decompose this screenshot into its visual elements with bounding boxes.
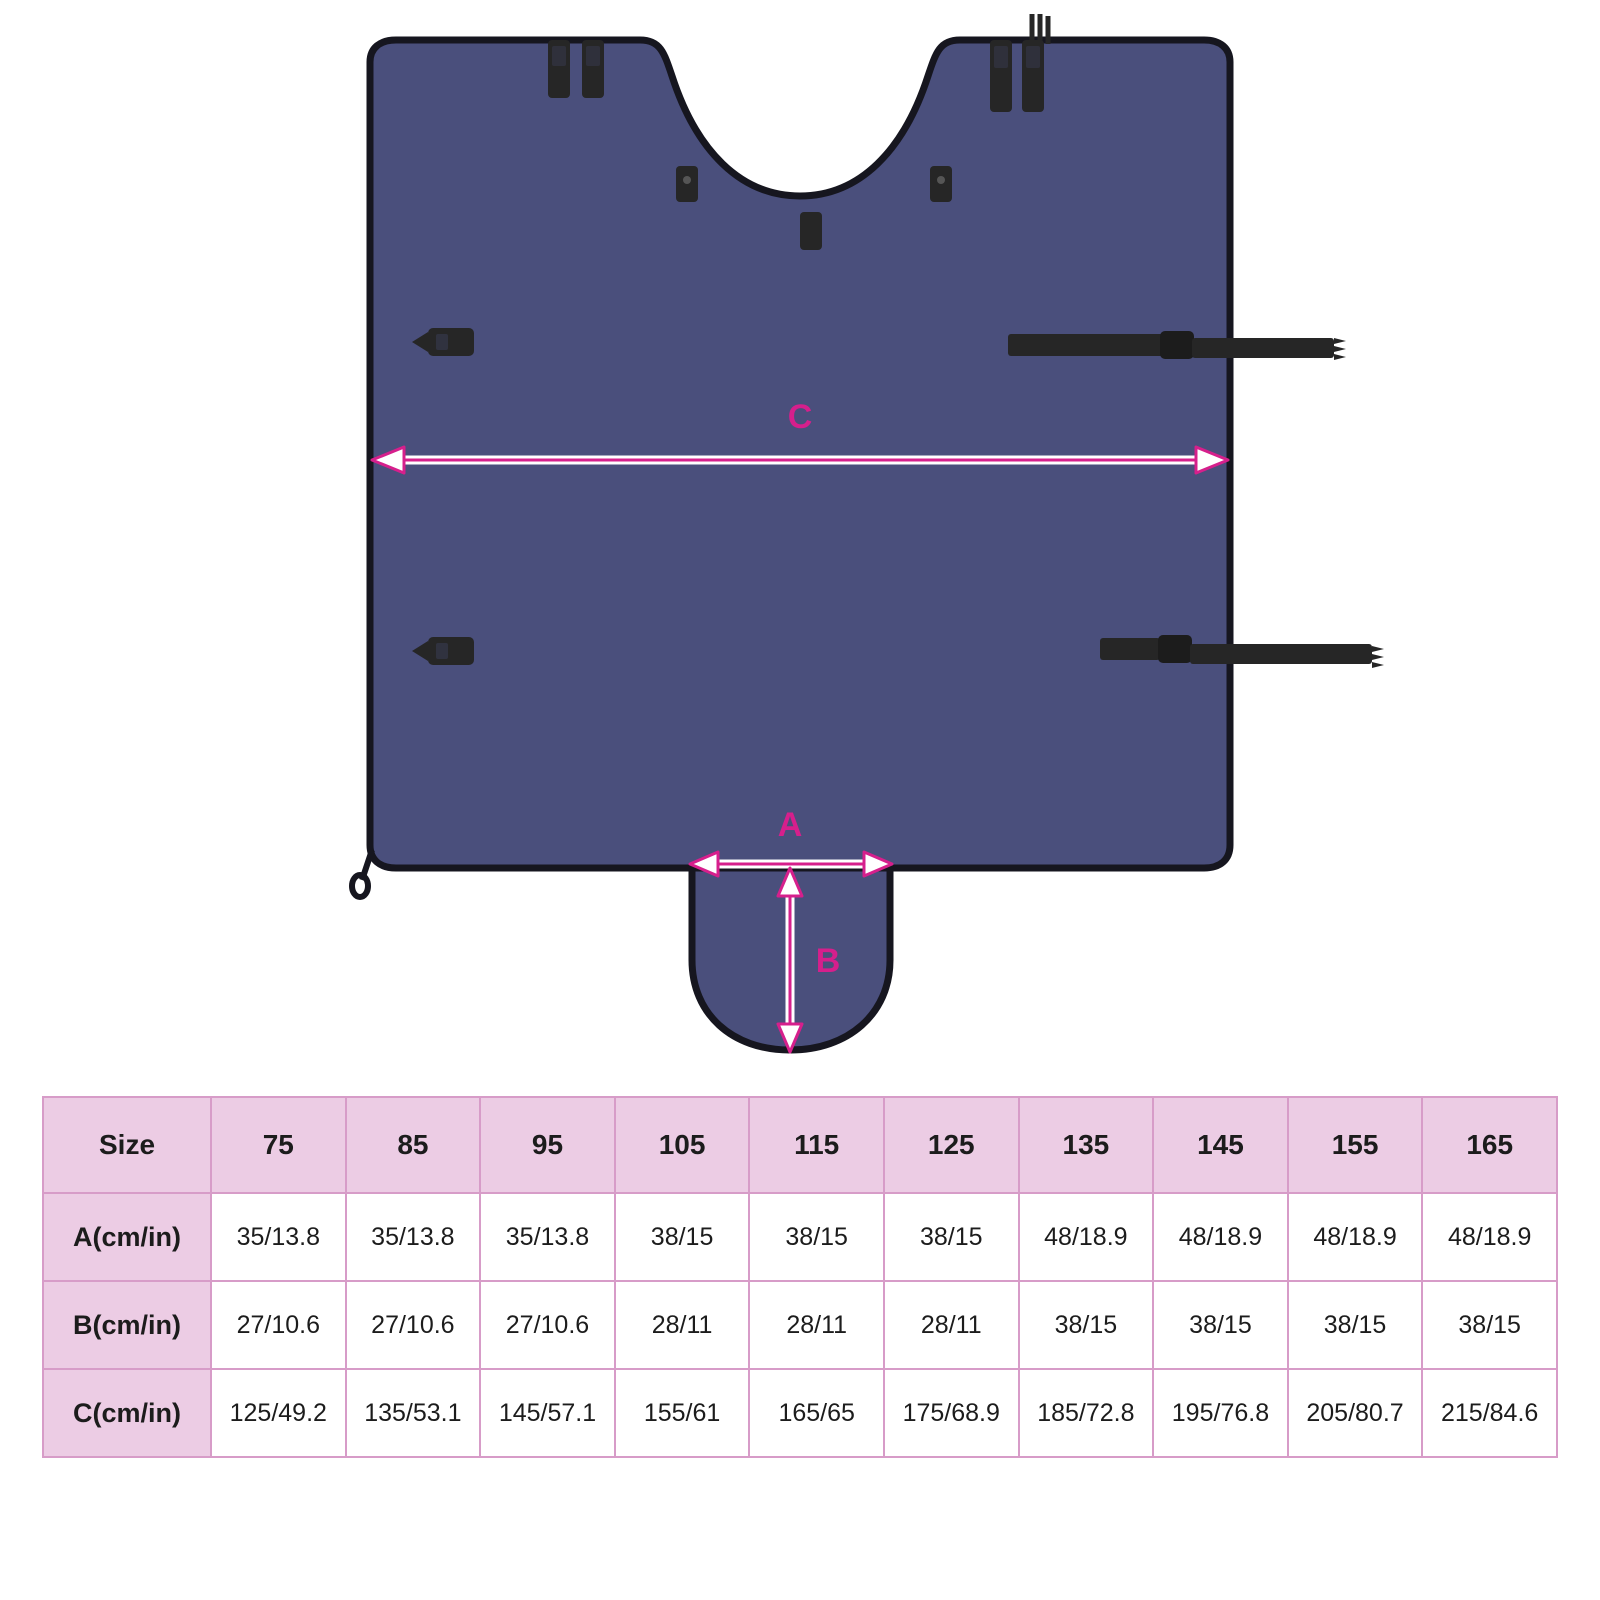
cell-b-85: 27/10.6 xyxy=(346,1281,481,1369)
cell-c-145: 195/76.8 xyxy=(1153,1369,1288,1457)
cell-b-95: 27/10.6 xyxy=(480,1281,615,1369)
cell-b-165: 38/15 xyxy=(1422,1281,1557,1369)
table-row-c xyxy=(43,1369,1557,1457)
cell-a-125: 38/15 xyxy=(884,1193,1019,1281)
cell-b-155: 38/15 xyxy=(1288,1281,1423,1369)
table-row-a xyxy=(43,1193,1557,1281)
cell-a-95: 35/13.8 xyxy=(480,1193,615,1281)
cell-b-125: 28/11 xyxy=(884,1281,1019,1369)
zipper-teeth-icon xyxy=(1032,14,1048,44)
cell-c-165: 215/84.6 xyxy=(1422,1369,1557,1457)
cell-c-115: 165/65 xyxy=(749,1369,884,1457)
header-cell-165: 165 xyxy=(1422,1097,1557,1193)
header-cell-85: 85 xyxy=(346,1097,481,1193)
cell-c-85: 135/53.1 xyxy=(346,1369,481,1457)
header-cell-105: 105 xyxy=(615,1097,750,1193)
cell-b-75: 27/10.6 xyxy=(211,1281,346,1369)
size-table-container xyxy=(42,1096,1558,1458)
table-header-row xyxy=(43,1097,1557,1193)
table-row-b xyxy=(43,1281,1557,1369)
header-cell-145: 145 xyxy=(1153,1097,1288,1193)
cell-c-95: 145/57.1 xyxy=(480,1369,615,1457)
cell-a-135: 48/18.9 xyxy=(1019,1193,1154,1281)
cell-b-115: 28/11 xyxy=(749,1281,884,1369)
header-cell-135: 135 xyxy=(1019,1097,1154,1193)
cell-a-105: 38/15 xyxy=(615,1193,750,1281)
cell-c-125: 175/68.9 xyxy=(884,1369,1019,1457)
snap-center-icon xyxy=(800,212,822,250)
cell-a-165: 48/18.9 xyxy=(1422,1193,1557,1281)
cell-b-105: 28/11 xyxy=(615,1281,750,1369)
cell-b-145: 38/15 xyxy=(1153,1281,1288,1369)
header-cell-95: 95 xyxy=(480,1097,615,1193)
zipper-pull-icon xyxy=(352,850,372,897)
cell-a-85: 35/13.8 xyxy=(346,1193,481,1281)
cell-a-75: 35/13.8 xyxy=(211,1193,346,1281)
measure-a-label: A xyxy=(777,806,803,844)
measure-c-label: C xyxy=(787,398,813,436)
waist-strap-right-upper xyxy=(1008,331,1346,360)
header-cell-75: 75 xyxy=(211,1097,346,1193)
apron-body xyxy=(370,40,1230,868)
apron-main-panel xyxy=(370,40,1230,868)
header-cell-155: 155 xyxy=(1288,1097,1423,1193)
size-table xyxy=(42,1096,1558,1458)
measure-b-label: B xyxy=(815,942,841,980)
cell-c-75: 125/49.2 xyxy=(211,1369,346,1457)
header-cell-115: 115 xyxy=(749,1097,884,1193)
cell-a-145: 48/18.9 xyxy=(1153,1193,1288,1281)
row-label-b: B(cm/in) xyxy=(43,1281,211,1369)
cell-a-155: 48/18.9 xyxy=(1288,1193,1423,1281)
cell-c-155: 205/80.7 xyxy=(1288,1369,1423,1457)
cell-b-135: 38/15 xyxy=(1019,1281,1154,1369)
cell-c-105: 155/61 xyxy=(615,1369,750,1457)
cell-c-135: 185/72.8 xyxy=(1019,1369,1154,1457)
header-cell-125: 125 xyxy=(884,1097,1019,1193)
header-cell-size: Size xyxy=(43,1097,211,1193)
row-label-c: C(cm/in) xyxy=(43,1369,211,1457)
cell-a-115: 38/15 xyxy=(749,1193,884,1281)
row-label-a: A(cm/in) xyxy=(43,1193,211,1281)
